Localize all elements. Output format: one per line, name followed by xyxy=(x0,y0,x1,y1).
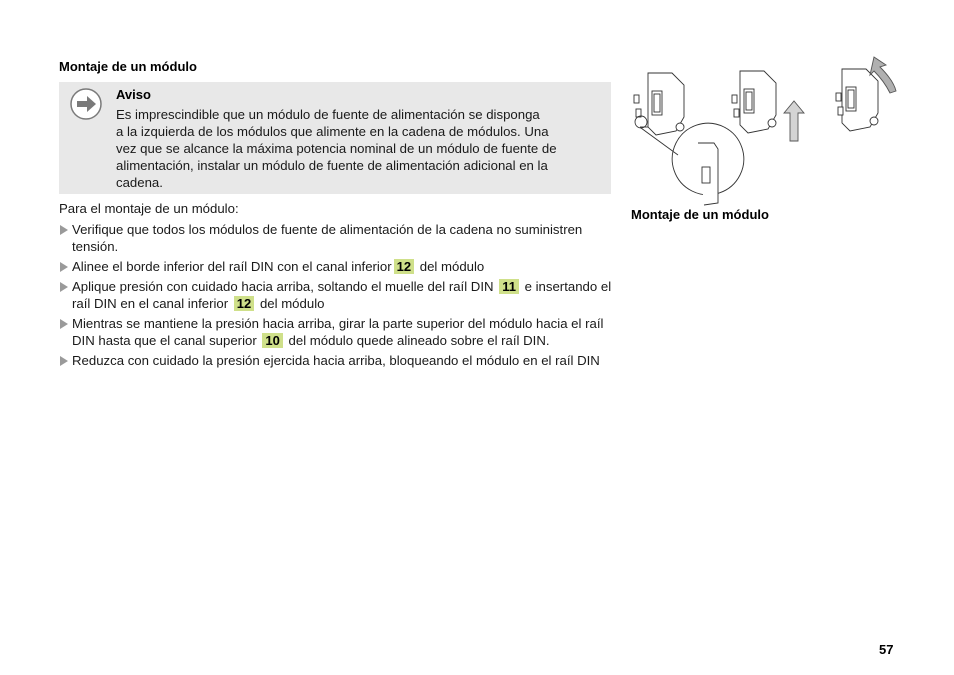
notice-title: Aviso xyxy=(116,87,151,102)
notice-box xyxy=(59,82,611,194)
section-title: Montaje de un módulo xyxy=(59,59,197,74)
step-text: del módulo xyxy=(419,259,485,274)
reference-badge: 10 xyxy=(262,333,282,348)
notice-line: Es imprescindible que un módulo de fuente de alimentación se disponga xyxy=(116,107,540,122)
up-arrow-icon xyxy=(784,101,804,141)
module-drawing-step-1 xyxy=(634,73,684,135)
reference-badge: 12 xyxy=(394,259,414,274)
page-number: 57 xyxy=(879,642,894,657)
steps-list xyxy=(59,221,614,372)
intro-text: Para el montaje de un módulo: xyxy=(59,201,239,216)
bullet-triangle-icon xyxy=(60,319,68,329)
figure-caption: Montaje de un módulo xyxy=(631,207,769,222)
step-3 xyxy=(59,278,614,312)
step-text: e insertando el raíl DIN en el canal inferior xyxy=(72,279,612,311)
zoom-detail xyxy=(641,123,744,205)
step-text: Alinee el borde inferior del raíl DIN con el canal inferior xyxy=(72,259,392,274)
step-text: Aplique presión con cuidado hacia arriba, soltando el muelle del raíl DIN xyxy=(72,279,494,294)
bullet-triangle-icon xyxy=(60,262,68,272)
step-2 xyxy=(59,258,614,275)
arrow-right-icon xyxy=(70,88,102,120)
step-4 xyxy=(59,315,614,349)
step-text: Reduzca con cuidado la presión ejercida hacia arriba, bloqueando el módulo en el raíl DIN xyxy=(72,353,600,368)
bullet-triangle-icon xyxy=(60,356,68,366)
notice-body xyxy=(116,106,586,191)
bullet-triangle-icon xyxy=(60,225,68,235)
module-drawing-step-2 xyxy=(732,71,776,133)
step-5 xyxy=(59,352,614,369)
notice-line: a la izquierda de los módulos que alimente en la cadena de módulos. Una xyxy=(116,124,549,139)
step-text: del módulo xyxy=(259,296,325,311)
step-text: Mientras se mantiene la presión hacia arriba, girar la parte superior del módulo hacia el raíl DIN hasta que el canal superior xyxy=(72,316,604,348)
step-text: del módulo quede alineado sobre el raíl DIN. xyxy=(288,333,550,348)
notice-line: alimentación, instalar un módulo de fuente de alimentación adicional en la xyxy=(116,158,548,173)
notice-line: vez que se alcance la máxima potencia nominal de un módulo de fuente de xyxy=(116,141,557,156)
module-drawing-step-3 xyxy=(836,69,878,131)
reference-badge: 11 xyxy=(499,279,519,294)
notice-line: cadena. xyxy=(116,175,163,190)
step-1 xyxy=(59,221,614,255)
reference-badge: 12 xyxy=(234,296,254,311)
module-mounting-illustration xyxy=(628,55,900,207)
bullet-triangle-icon xyxy=(60,282,68,292)
step-text: Verifique que todos los módulos de fuente de alimentación de la cadena no suministren tensión. xyxy=(72,222,583,254)
